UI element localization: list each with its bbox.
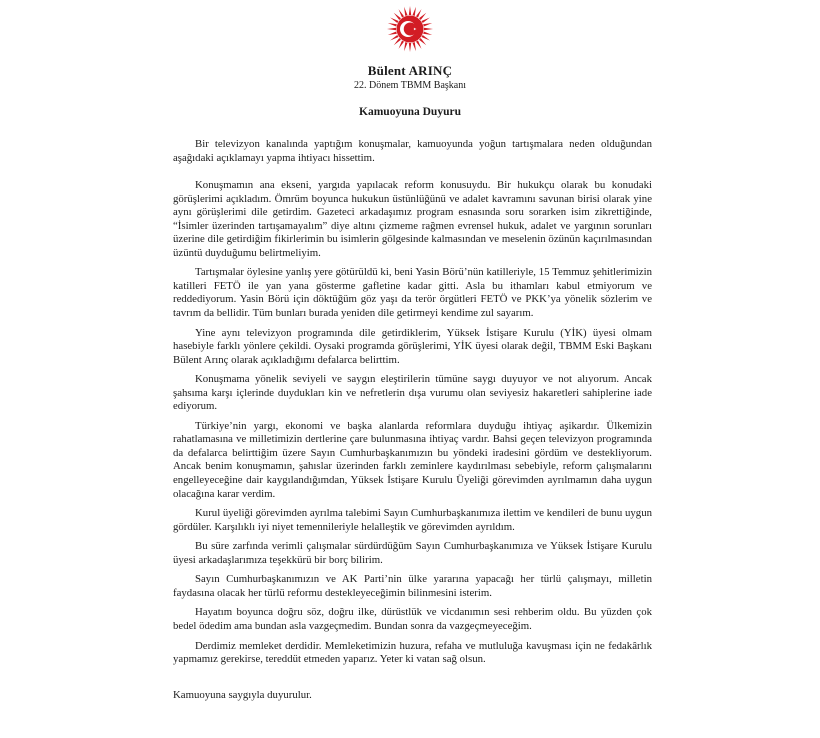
emblem-ray bbox=[394, 38, 401, 45]
paragraph: Konuşmama yönelik seviyeli ve saygın eleştirilerin tümüne saygı duyuyor ve not alıyorum. Ancak şahsıma karşı içlerinde duydukları kin ve nefretlerin dışa vurumu olan seviyesiz hakaretleri sahiplerine iade ediyorum. bbox=[173, 373, 652, 413]
document-title: Kamuoyuna Duyuru bbox=[359, 106, 461, 118]
emblem-ray bbox=[394, 13, 401, 20]
emblem-ray bbox=[390, 35, 398, 41]
emblem-ray bbox=[404, 7, 407, 16]
emblem-ray bbox=[416, 40, 422, 48]
paragraph: Kurul üyeliği görevimden ayrılma talebimi Sayın Cumhurbaşkanımıza ilettim ve kendileri de bunu uygun gördüler. Karşılıklı iyi niyet temennileriyle helalleştik ve görevimden ayrıldım. bbox=[173, 507, 652, 533]
emblem-ray bbox=[390, 18, 398, 24]
paragraph: Türkiye’nin yargı, ekonomi ve başka alanlarda reformlara duyduğu ihtiyaç aşikardır. Ülkemizin rahatlamasına ve milletimizin dertlerine çare bulunmasına ihtiyaç vardır. Bahsi geçen televizyon programında da defalarca belirttiğim üzere Sayın Cumhurbaşkanımızın bu yöndeki iradesini gördüm ve destekliyorum. Ancak benim konuşmamın, şahıslar üzerinden farklı zeminlere kaydırılması sebebiyle, reform çalışmalarını engelleyeceğine dair kaygılandığımdan, Yüksek İstişare Kurulu Üyeliği görevimden ayrılmamın daha uygun olacağına karar verdim. bbox=[173, 419, 652, 500]
emblem-ray bbox=[419, 13, 426, 20]
paragraph: Bu süre zarfında verimli çalışmalar sürdürdüğüm Sayın Cumhurbaşkanımıza ve Yüksek İstişare Kurulu üyesi arkadaşlarımıza teşekkürü bir borç bilirim. bbox=[173, 540, 652, 566]
author-name: Bülent ARINÇ bbox=[367, 63, 453, 78]
emblem-ray bbox=[412, 42, 415, 51]
paragraph: Yine aynı televizyon programında dile getirdiklerim, Yüksek İstişare Kurulu (YİK) üyesi olmam hasebiyle farklı yönlere çekildi. Oysaki programda görüşlerimi, YİK üyesi olarak değil, TBMM Eski Başkanı Bülent Arınç olarak açıkladığımı defalarca belirttim. bbox=[173, 326, 652, 366]
emblem-ray bbox=[423, 31, 432, 34]
emblem-ray bbox=[399, 9, 405, 17]
author-title: 22. Dönem TBMM Başkanı bbox=[353, 80, 467, 91]
paragraph: Sayın Cumhurbaşkanımızın ve AK Parti’nin ülke yararına yapacağı her türlü çalışmayı, milletin faydasına olacak her türlü reformu destekleyeceğimin bilinmesini isterim. bbox=[173, 573, 652, 599]
emblem-ray bbox=[388, 31, 397, 34]
closing-line: Kamuoyuna saygıyla duyurulur. bbox=[173, 688, 312, 701]
emblem-ray bbox=[399, 40, 405, 48]
paragraph: Tartışmalar öylesine yanlış yere götürüldü ki, beni Yasin Börü’nün katilleriyle, 15 Temmuz şehitlerimizin katilleri FETÖ ile yan yana gösterme gafletine kadar gitti. Asla bu ithamları kabul etmiyorum ve reddediyorum. Yasin Börü için döktüğüm göz yaşı da terör örgütleri FETÖ ve PKK’ya yönelik sözlerim ve tavrım da bellidir. Tüm bunları burada yeniden dile getirmeyi kendime zul sayarım. bbox=[173, 266, 652, 320]
emblem-ray bbox=[412, 7, 415, 16]
emblem-ray bbox=[416, 9, 422, 17]
emblem-ray bbox=[421, 35, 429, 41]
paragraph: Hayatım boyunca doğru söz, doğru ilke, dürüstlük ve vicdanımın sesi rehberim oldu. Bu yüzden çok bedel ödedim ama bundan asla vazgeçmedim. Bundan sonra da vazgeçmeyeceğim. bbox=[173, 606, 652, 632]
emblem-ray bbox=[409, 6, 411, 15]
emblem-ray bbox=[409, 43, 411, 52]
paragraph: Konuşmamın ana ekseni, yargıda yapılacak reform konusuydu. Bir hukukçu olarak bu konudaki görüşlerimi açıkladım. Ömrüm boyunca hukukun üstünlüğünü ve adalet kavramını savunan birisi olarak yine aynı görüşlerimi dile getirdim. Gazeteci arkadaşımız program esnasında soru sorarken isim zikrettiğinde, “İsimler üzerinden tartışamayalım” diye altını çizmeme rağmen evrensel hukuk, adalet ve yargının sorunları üzerine dile getirdiğim fikirlerimin bu isimlerin gölgesinde kalmasından ve meselenin özünün kaçırılmasından üzüntü duyduğumu belirtmeliyim. bbox=[173, 179, 652, 259]
emblem-ray bbox=[423, 23, 432, 26]
emblem-ray bbox=[387, 28, 396, 30]
emblem-ray bbox=[424, 28, 433, 30]
emblem-ray bbox=[419, 38, 426, 45]
document-body bbox=[173, 138, 652, 702]
emblem-ray bbox=[421, 18, 429, 24]
paragraph: Bir televizyon kanalında yaptığım konuşmalar, kamuoyunda yoğun tartışmalara neden olduğundan aşağıdaki açıklamayı yapma ihtiyacı hissettim. bbox=[173, 138, 652, 164]
emblem-ray bbox=[388, 23, 397, 26]
tbmm-emblem-icon bbox=[385, 4, 435, 54]
paragraph: Derdimiz memleket derdidir. Memleketimizin huzura, refaha ve mutluluğa kavuşması için ne fedakârlık yapmamız gerekirse, tereddüt etmeden yaparız. Yeter ki vatan sağ olsun. bbox=[173, 639, 652, 666]
emblem-ray bbox=[404, 42, 407, 51]
